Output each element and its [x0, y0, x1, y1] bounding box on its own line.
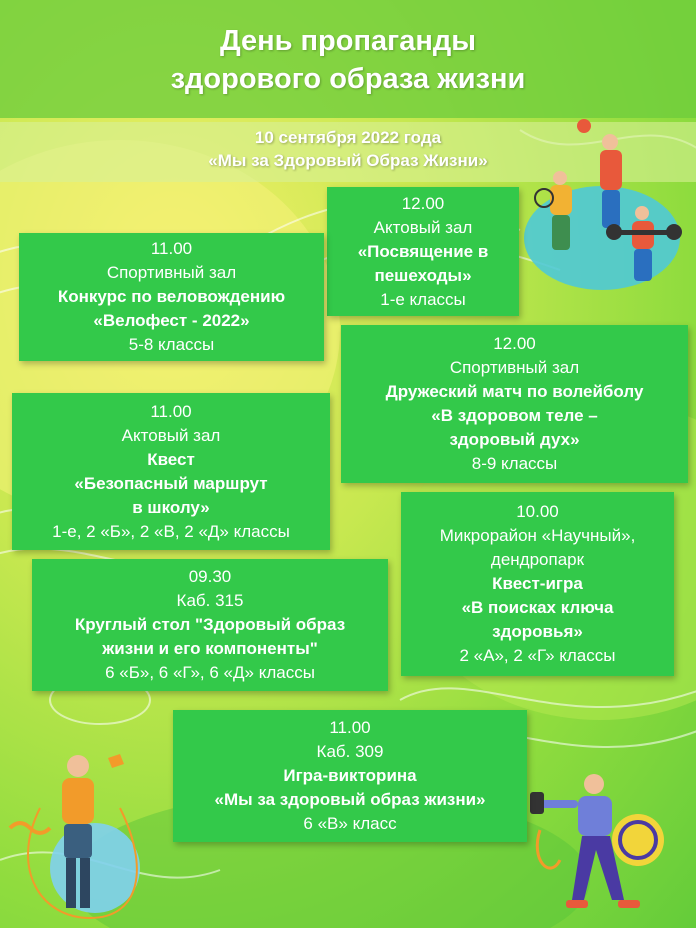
title-line-2: здорового образа жизни — [170, 63, 526, 95]
event-grades: 1-е классы — [380, 289, 466, 309]
event-grades: 8-9 классы — [471, 454, 558, 473]
title-line-1: День пропаганды — [219, 25, 477, 57]
event-title-line: в школу» — [132, 497, 210, 517]
event-card-health-key-quest — [401, 492, 674, 676]
event-time: 12.00 — [493, 334, 536, 353]
event-title-line: Круглый стол "Здоровый образ — [74, 615, 346, 634]
event-title-line: пешеходы» — [374, 265, 472, 285]
event-grades: 2 «А», 2 «Г» классы — [459, 646, 616, 665]
event-title-line: «В здоровом теле – — [431, 406, 598, 425]
event-grades: 6 «В» класс — [303, 814, 397, 833]
event-title-line: «Посвящение в — [357, 241, 489, 261]
event-title-line: Дружеский матч по волейболу — [385, 382, 644, 401]
event-place: Актовый зал — [121, 425, 221, 445]
event-title-line: Конкурс по веловождению — [57, 287, 286, 306]
event-place-line: Микрорайон «Научный», — [439, 526, 636, 545]
event-title-line: Игра-викторина — [283, 766, 417, 785]
event-title-line: «Безопасный маршрут — [74, 473, 268, 493]
event-grades: 1-е, 2 «Б», 2 «В, 2 «Д» классы — [52, 521, 290, 541]
event-card-velofest — [19, 233, 324, 361]
event-place: Актовый зал — [373, 217, 473, 237]
event-title-line: Квест — [147, 449, 195, 469]
event-grades: 6 «Б», 6 «Г», 6 «Д» классы — [105, 663, 315, 682]
event-title-line: здоровья» — [492, 622, 583, 641]
event-place: Каб. 315 — [176, 591, 244, 610]
event-title-line: «Велофест - 2022» — [93, 311, 250, 330]
jump-rope-athlete-illustration — [0, 748, 150, 928]
event-time: 11.00 — [329, 718, 371, 737]
event-title-line: «Мы за здоровый образ жизни» — [214, 790, 486, 809]
event-place: Спортивный зал — [449, 358, 580, 377]
event-place: Спортивный зал — [106, 263, 237, 282]
event-date: 10 сентября 2022 года — [254, 128, 442, 147]
event-time: 09.30 — [188, 567, 232, 586]
event-card-round-table — [32, 559, 388, 691]
fitness-woman-illustration — [520, 770, 696, 928]
event-time: 10.00 — [516, 502, 559, 521]
event-title-line: жизни и его компоненты" — [102, 639, 318, 658]
event-card-safe-route-quest — [12, 393, 330, 550]
event-time: 12.00 — [401, 193, 445, 213]
sports-group-illustration — [522, 118, 696, 298]
event-motto: «Мы за Здоровый Образ Жизни» — [208, 151, 488, 170]
event-grades: 5-8 классы — [128, 335, 215, 354]
event-title-line: здоровый дух» — [449, 430, 580, 449]
event-place: Каб. 309 — [316, 742, 384, 761]
event-place-line: дендропарк — [490, 550, 585, 569]
event-card-quiz-game — [173, 710, 527, 842]
event-card-pedestrian-initiation — [327, 187, 519, 316]
event-card-volleyball-match — [341, 325, 688, 483]
event-time: 11.00 — [150, 401, 192, 421]
event-title-line: Квест-игра — [492, 574, 583, 593]
page-title — [0, 22, 696, 98]
event-title-line: «В поисках ключа — [461, 598, 614, 617]
event-time: 11.00 — [150, 239, 193, 258]
